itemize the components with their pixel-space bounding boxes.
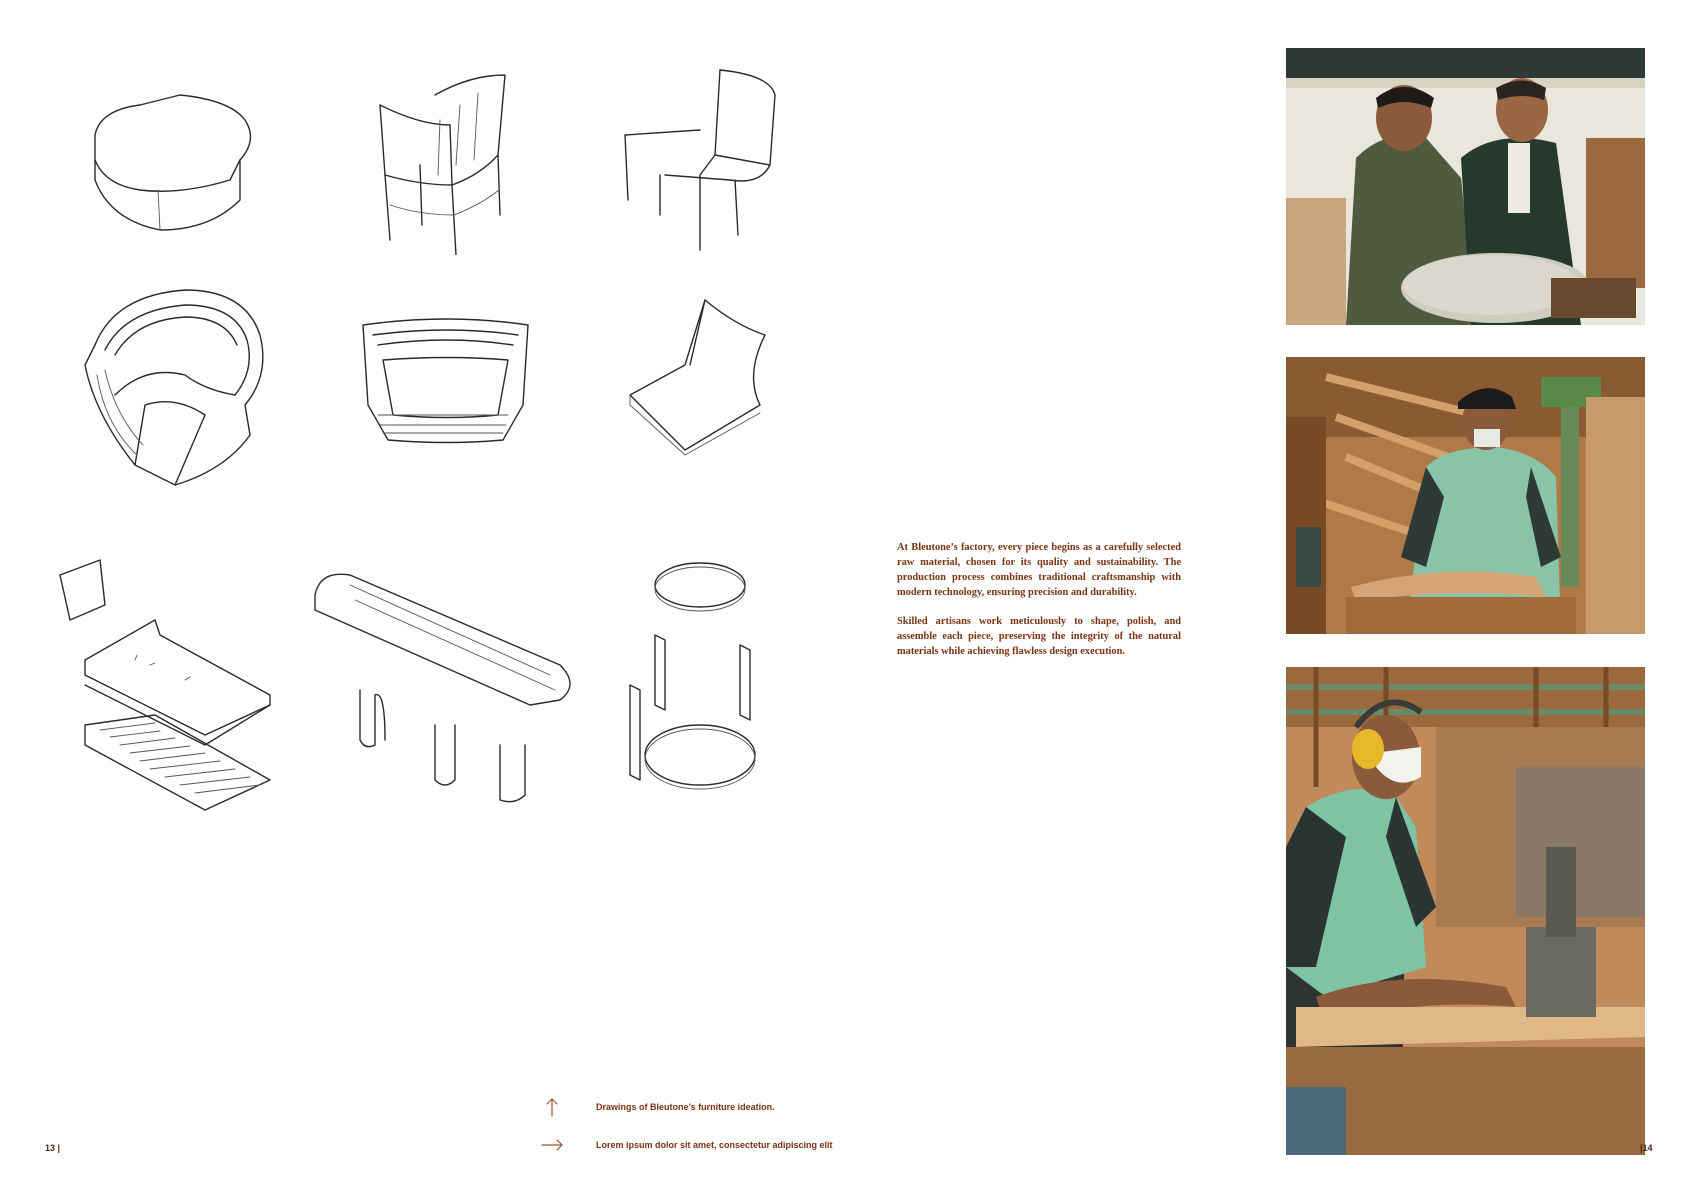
daybed-sketch [55, 555, 275, 820]
arrow-up-icon [540, 1097, 564, 1117]
photo-worker-with-earmuffs-cutting-wood [1286, 667, 1645, 1155]
page-number-left: 13 | [45, 1143, 61, 1153]
side-table-sketch [625, 555, 785, 795]
armchair-sketch [360, 65, 520, 255]
rattan-lounge-chair-sketch [75, 285, 275, 490]
rattan-armchair-sketch [358, 315, 533, 455]
minimal-chair-sketch [620, 65, 790, 255]
page-number-right: |14 [1640, 1143, 1653, 1153]
body-text [897, 540, 1181, 673]
arrow-right-icon [540, 1135, 564, 1155]
paragraph-1: At Bleutone’s factory, every piece begins as a carefully selected raw material, chosen for its quality and sustainability. The production process combines traditional craftsmanship with modern technology, ensuring precision and durability. [897, 542, 1181, 598]
caption-lorem [540, 1135, 833, 1155]
dining-chair-sketch [625, 295, 775, 460]
bench-sketch [310, 565, 580, 805]
caption-text: Drawings of Bleutone’s furniture ideation. [596, 1102, 775, 1112]
photo-two-men-inspecting-tabletop [1286, 48, 1645, 325]
paragraph-2: Skilled artisans work meticulously to shape, polish, and assemble each piece, preserving the integrity of the natural materials while achieving flawless design execution. [897, 616, 1181, 657]
caption-text: Lorem ipsum dolor sit amet, consectetur adipiscing elit [596, 1140, 833, 1150]
caption-drawings [540, 1097, 775, 1117]
ottoman-sketch [80, 80, 270, 240]
photo-worker-in-cap-at-workbench [1286, 357, 1645, 634]
